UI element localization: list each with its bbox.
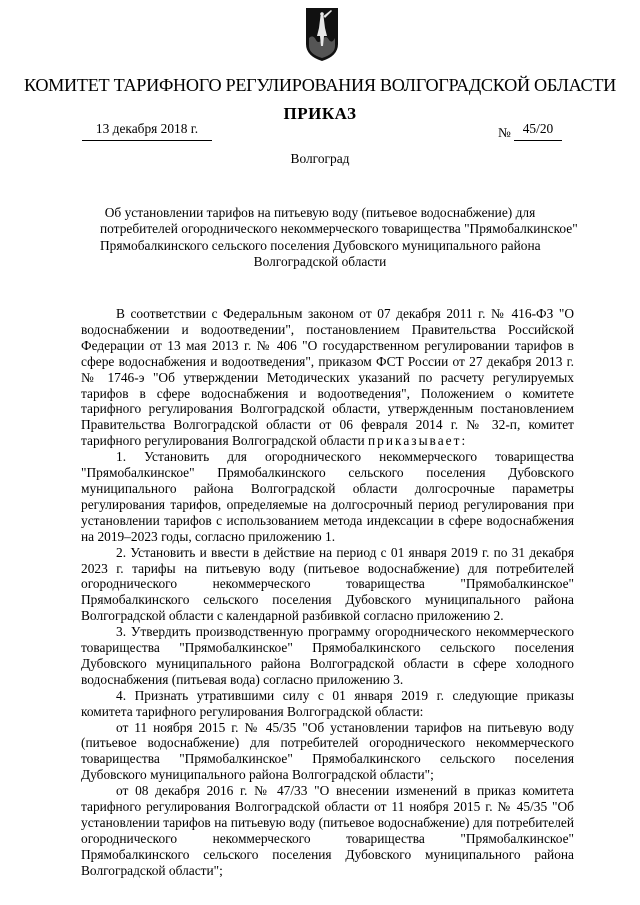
- paragraph-1: 1. Установить для огороднического некоммерческого товарищества "Прямобалкинское" Прямобалкинского сельского поселения Дубовского муниципального района Волгоградской области долгосрочные параметры регулирования тарифов, определяемые на долгосрочный период регулирования при установлении тарифов с использованием метода индексации в сфере водоснабжения на 2019–2023 годы, согласно приложению 1.: [81, 449, 574, 544]
- order-number: 45/20: [514, 121, 562, 141]
- volgograd-coat-of-arms-icon: [303, 6, 341, 62]
- city: Волгоград: [290, 151, 350, 166]
- title-line: потребителей огороднического некоммерческого товарищества "Прямобалкинское": [100, 221, 578, 237]
- title-line: Волгоградской области: [253, 253, 387, 269]
- committee-name: КОМИТЕТ ТАРИФНОГО РЕГУЛИРОВАНИЯ ВОЛГОГРАДСКОЙ ОБЛАСТИ: [23, 75, 617, 95]
- paragraph-4: 4. Признать утратившими силу с 01 января 2019 г. следующие приказы комитета тарифного регулирования Волгоградской области:: [81, 687, 574, 719]
- orders-word: приказывает:: [368, 433, 468, 449]
- paragraph-3: 3. Утвердить производственную программу огороднического некоммерческого товарищества "Прямобалкинское" Прямобалкинского сельского поселения Дубовского муниципального района Волгоградской области в сфере холодного водоснабжения (питьевая вода) согласно приложению 3.: [81, 624, 574, 687]
- preamble-text: В соответствии с Федеральным законом от 07 декабря 2011 г. № 416-ФЗ "О водоснабжении и водоотведении", постановлением Правительства Российской Федерации от 13 мая 2013 г. № 406 "О государственном регулировании тарифов в сфере водоснабжения и водоотведения", приказом ФСТ России от 27 декабря 2013 г. № 1746-э "Об утверждении Методических указаний по расчету регулируемых тарифов в сфере водоснабжения и водоотведения", Положением о комитете тарифного регулирования Волгоградской области, утвержденным постановлением Правительства Волгоградской области от 06 февраля 2014 г. № 32-п, комитет тарифного регулирования Волгоградской области: [81, 306, 574, 449]
- repealed-order-2: от 08 декабря 2016 г. № 47/33 "О внесении изменений в приказ комитета тарифного регулирования Волгоградской области от 11 ноября 2015 г. № 45/35 "Об установлении тарифов на питьевую воду (питьевое водоснабжение) для потребителей огороднического некоммерческого товарищества "Прямобалкинское" Прямобалкинского сельского поселения Дубовского муниципального района Волгоградской области";: [81, 783, 574, 878]
- order-date: 13 декабря 2018 г.: [82, 121, 212, 141]
- document-type: ПРИКАЗ: [283, 104, 357, 123]
- document-body: [81, 306, 574, 879]
- preamble-paragraph: [81, 306, 574, 449]
- repealed-order-1: от 11 ноября 2015 г. № 45/35 "Об установлении тарифов на питьевую воду (питьевое водоснабжение) для потребителей огороднического некоммерческого товарищества "Прямобалкинское" Прямобалкинского сельского поселения Дубовского муниципального района Волгоградской области";: [81, 719, 574, 783]
- paragraph-2: 2. Установить и ввести в действие на период с 01 января 2019 г. по 31 декабря 2023 г. тарифы на питьевую воду (питьевое водоснабжение) для потребителей огороднического некоммерческого товарищества "Прямобалкинское" Прямобалкинского сельского поселения Дубовского муниципального района Волгоградской области с календарной разбивкой согласно приложению 2.: [81, 544, 574, 624]
- title-line: Прямобалкинского сельского поселения Дубовского муниципального района: [100, 237, 541, 253]
- title-line: Об установлении тарифов на питьевую воду (питьевое водоснабжение) для: [104, 205, 536, 220]
- order-number-label: №: [498, 125, 511, 140]
- document-title: [100, 205, 578, 270]
